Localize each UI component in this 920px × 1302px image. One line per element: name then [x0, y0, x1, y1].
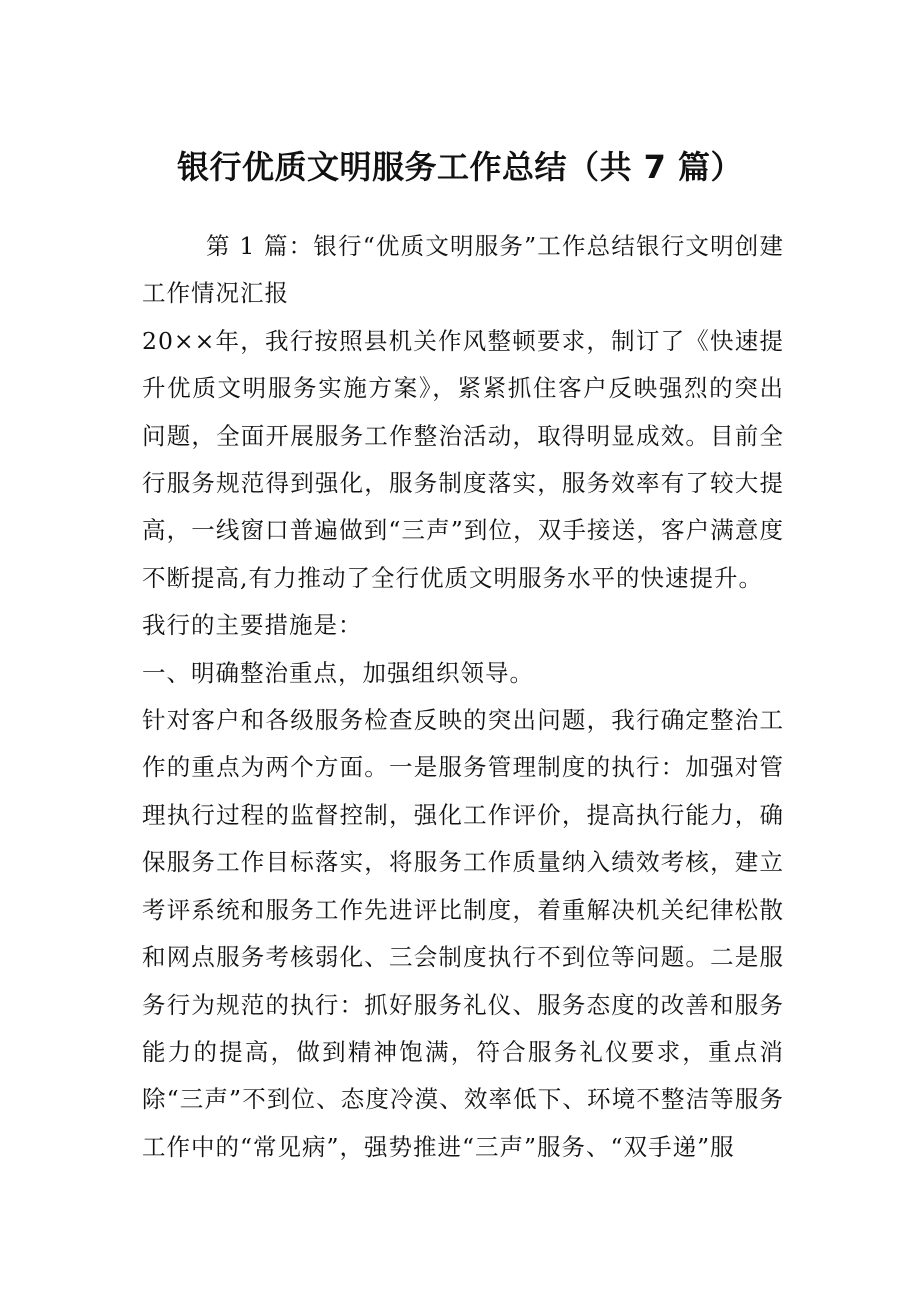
- body-paragraph: 针对客户和各级服务检查反映的突出问题，我行确定整治工作的重点为两个方面。一是服务管理制度的执行：加强对管理执行过程的监督控制，强化工作评价，提高执行能力，确保服务工作目标落实，将服务工作质量纳入绩效考核，建立考评系统和服务工作先进评比制度，着重解决机关纪律松散和网点服务考核弱化、三会制度执行不到位等问题。二是服务行为规范的执行：抓好服务礼仪、服务态度的改善和服务能力的提高，做到精神饱满，符合服务礼仪要求，重点消除“三声”不到位、态度冷漠、效率低下、环境不整洁等服务工作中的“常见病”，强势推进“三声”服务、“双手递”服: [142, 706, 784, 1161]
- document-body: [142, 223, 784, 1171]
- document-title: 银行优质文明服务工作总结（共 7 篇）: [176, 148, 744, 186]
- body-paragraph: 20××年，我行按照县机关作风整顿要求，制订了《快速提升优质文明服务实施方案》，紧紧抓住客户反映强烈的突出问题，全面开展服务工作整治活动，取得明显成效。目前全行服务规范得到强化，服务制度落实，服务效率有了较大提高，一线窗口普遍做到“三声”到位，双手接送，客户满意度不断提高,有力推动了全行优质文明服务水平的快速提升。: [142, 326, 784, 592]
- chapter-heading: 第 1 篇：银行“优质文明服务”工作总结银行文明创建工作情况汇报: [142, 232, 784, 308]
- body-paragraph: 我行的主要措施是：: [142, 611, 363, 640]
- section-heading: 一、明确整治重点，加强组织领导。: [142, 658, 534, 687]
